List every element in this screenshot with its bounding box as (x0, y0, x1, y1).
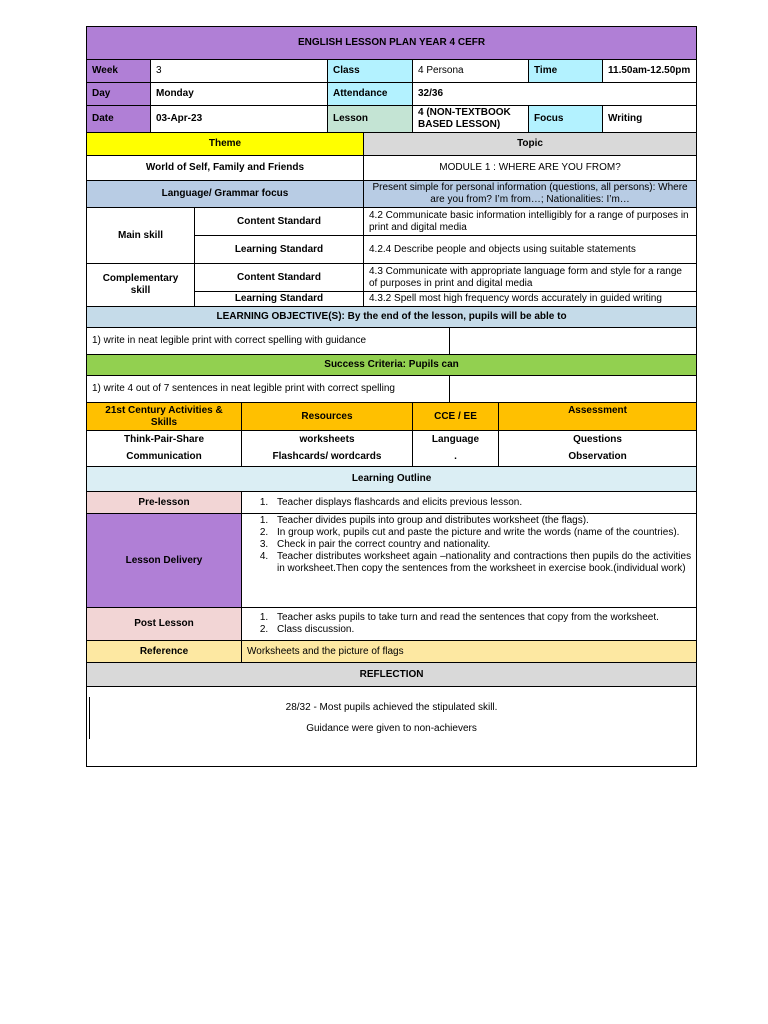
time-label: Time (529, 60, 603, 83)
reflection-line-1: 28/32 - Most pupils achieved the stipulated skill. (285, 702, 498, 713)
class-label: Class (328, 60, 413, 83)
week-label: Week (87, 60, 151, 83)
post-lesson-step: 2. Class discussion. (271, 624, 691, 636)
theme-label: Theme (87, 133, 364, 156)
resource-item-1: worksheets (242, 431, 413, 449)
cce-header: CCE / EE (413, 403, 499, 431)
main-content-standard-value: 4.2 Communicate basic information intelligibly for a range of purposes in print and digital media (364, 208, 697, 236)
date-value: 03-Apr-23 (151, 106, 328, 133)
reflection-line-2: Guidance were given to non-achievers (306, 723, 477, 734)
grammar-label: Language/ Grammar focus (87, 181, 364, 208)
reference-label: Reference (87, 641, 242, 663)
reference-value: Worksheets and the picture of flags (242, 641, 697, 663)
delivery-step: 3. Check in pair the correct country and nationality. (271, 539, 691, 551)
delivery-step: 4. Teacher distributes worksheet again –nationality and contractions then pupils do the activities in worksheet.Then copy the sentences from the worksheet in exercise book.(individual work) (271, 551, 691, 575)
comp-content-standard-value: 4.3 Communicate with appropriate language form and style for a range of purposes in print and digital media (364, 264, 697, 292)
success-criteria-header: Success Criteria: Pupils can (87, 355, 697, 376)
date-label: Date (87, 106, 151, 133)
lesson-label: Lesson (328, 106, 413, 133)
assessment-item-2: Observation (499, 449, 697, 467)
main-content-standard-label: Content Standard (195, 208, 364, 236)
objective-item: 1) write in neat legible print with correct spelling with guidance (87, 328, 450, 355)
lesson-plan-table (86, 26, 697, 767)
cce-item-1: Language (413, 431, 499, 449)
post-lesson-step: 1. Teacher asks pupils to take turn and read the sentences that copy from the worksheet. (271, 612, 691, 624)
post-lesson-label: Post Lesson (87, 608, 242, 641)
time-value: 11.50am-12.50pm (603, 60, 697, 83)
objective-blank (450, 328, 697, 355)
main-skill-label: Main skill (87, 208, 195, 264)
skill-item-2: Communication (87, 449, 242, 467)
attendance-label: Attendance (328, 83, 413, 106)
pre-lesson-step: 1. Teacher displays flashcards and elicits previous lesson. (271, 497, 691, 509)
assessment-item-1: Questions (499, 431, 697, 449)
objectives-header: LEARNING OBJECTIVE(S): By the end of the lesson, pupils will be able to (87, 307, 697, 328)
reflection-margin-line (89, 697, 90, 739)
success-criteria-item: 1) write 4 out of 7 sentences in neat legible print with correct spelling (87, 376, 450, 403)
day-label: Day (87, 83, 151, 106)
success-criteria-blank (450, 376, 697, 403)
comp-learning-standard-label: Learning Standard (195, 292, 364, 307)
pre-lesson-label: Pre-lesson (87, 492, 242, 514)
topic-label: Topic (364, 133, 697, 156)
attendance-value: 32/36 (413, 83, 697, 106)
comp-learning-standard-value: 4.3.2 Spell most high frequency words accurately in guided writing (364, 292, 697, 307)
reflection-header: REFLECTION (87, 663, 697, 687)
comp-content-standard-label: Content Standard (195, 264, 364, 292)
lesson-delivery-label: Lesson Delivery (87, 514, 242, 608)
delivery-step: 2. In group work, pupils cut and paste the picture and write the words (name of the countries). (271, 527, 691, 539)
learning-outline-header: Learning Outline (87, 467, 697, 492)
complementary-skill-label: Complementary skill (87, 264, 195, 307)
plan-title: ENGLISH LESSON PLAN YEAR 4 CEFR (87, 27, 697, 60)
resource-item-2: Flashcards/ wordcards (242, 449, 413, 467)
main-learning-standard-value: 4.2.4 Describe people and objects using suitable statements (364, 236, 697, 264)
topic-value: MODULE 1 : WHERE ARE YOU FROM? (364, 156, 697, 181)
week-value: 3 (151, 60, 328, 83)
delivery-step: 1. Teacher divides pupils into group and distributes worksheet (the flags). (271, 515, 691, 527)
focus-label: Focus (529, 106, 603, 133)
theme-value: World of Self, Family and Friends (87, 156, 364, 181)
lesson-value: 4 (NON-TEXTBOOK BASED LESSON) (413, 106, 529, 133)
reflection-body (87, 687, 697, 767)
cce-item-2: . (413, 449, 499, 467)
main-learning-standard-label: Learning Standard (195, 236, 364, 264)
assessment-header: Assessment (499, 403, 697, 431)
pre-lesson-steps (242, 492, 697, 514)
lesson-plan-sheet (86, 26, 696, 767)
day-value: Monday (151, 83, 328, 106)
post-lesson-steps (242, 608, 697, 641)
grammar-value: Present simple for personal information (questions, all persons): Where are you from? I’m from…; Nationalities: I’m… (364, 181, 697, 208)
skill-item-1: Think-Pair-Share (87, 431, 242, 449)
focus-value: Writing (603, 106, 697, 133)
class-value: 4 Persona (413, 60, 529, 83)
skills-header: 21st Century Activities & Skills (87, 403, 242, 431)
resources-header: Resources (242, 403, 413, 431)
lesson-delivery-steps (242, 514, 697, 608)
